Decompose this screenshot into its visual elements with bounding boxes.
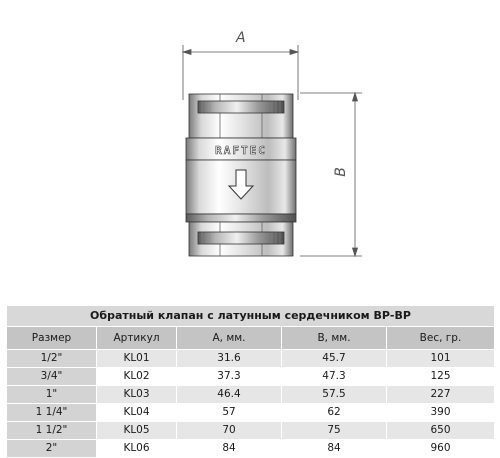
cell-b: 47.3 [282, 368, 387, 386]
cell-a: 46.4 [177, 386, 282, 404]
dimension-b-line [300, 93, 362, 256]
table-row [7, 404, 495, 422]
table-row [7, 422, 495, 440]
cell-article: KL04 [97, 404, 177, 422]
cell-size: 2" [7, 440, 97, 458]
cell-article: KL06 [97, 440, 177, 458]
cell-article: KL01 [97, 350, 177, 368]
cell-b: 57.5 [282, 386, 387, 404]
table-row [7, 440, 495, 458]
header-article: Артикул [97, 327, 177, 350]
cell-weight: 101 [387, 350, 495, 368]
cell-b: 75 [282, 422, 387, 440]
cell-article: KL05 [97, 422, 177, 440]
cell-b: 45.7 [282, 350, 387, 368]
table-title: Обратный клапан с латунным сердечником ВР-ВР [6, 305, 495, 326]
dimension-a-label: A [236, 30, 246, 46]
cell-article: KL02 [97, 368, 177, 386]
cell-size: 1" [7, 386, 97, 404]
table-row [7, 350, 495, 368]
cell-weight: 227 [387, 386, 495, 404]
cell-size: 3/4" [7, 368, 97, 386]
cell-size: 1 1/4" [7, 404, 97, 422]
cell-a: 84 [177, 440, 282, 458]
cell-size: 1 1/2" [7, 422, 97, 440]
cell-article: KL03 [97, 386, 177, 404]
cell-weight: 650 [387, 422, 495, 440]
cell-a: 70 [177, 422, 282, 440]
dimension-b-label: B [332, 167, 349, 177]
spec-table [6, 305, 495, 458]
header-size: Размер [7, 327, 97, 350]
cell-b: 62 [282, 404, 387, 422]
brand-mark: RAFTEC [215, 144, 267, 157]
cell-b: 84 [282, 440, 387, 458]
cell-weight: 125 [387, 368, 495, 386]
cell-a: 37.3 [177, 368, 282, 386]
header-a: А, мм. [177, 327, 282, 350]
cell-a: 31.6 [177, 350, 282, 368]
cell-size: 1/2" [7, 350, 97, 368]
header-weight: Вес, гр. [387, 327, 495, 350]
table-row [7, 368, 495, 386]
cell-weight: 960 [387, 440, 495, 458]
cell-a: 57 [177, 404, 282, 422]
cell-weight: 390 [387, 404, 495, 422]
table-row [7, 386, 495, 404]
dimension-a-line [183, 45, 298, 100]
header-b: В, мм. [282, 327, 387, 350]
table-header-row [7, 327, 495, 350]
